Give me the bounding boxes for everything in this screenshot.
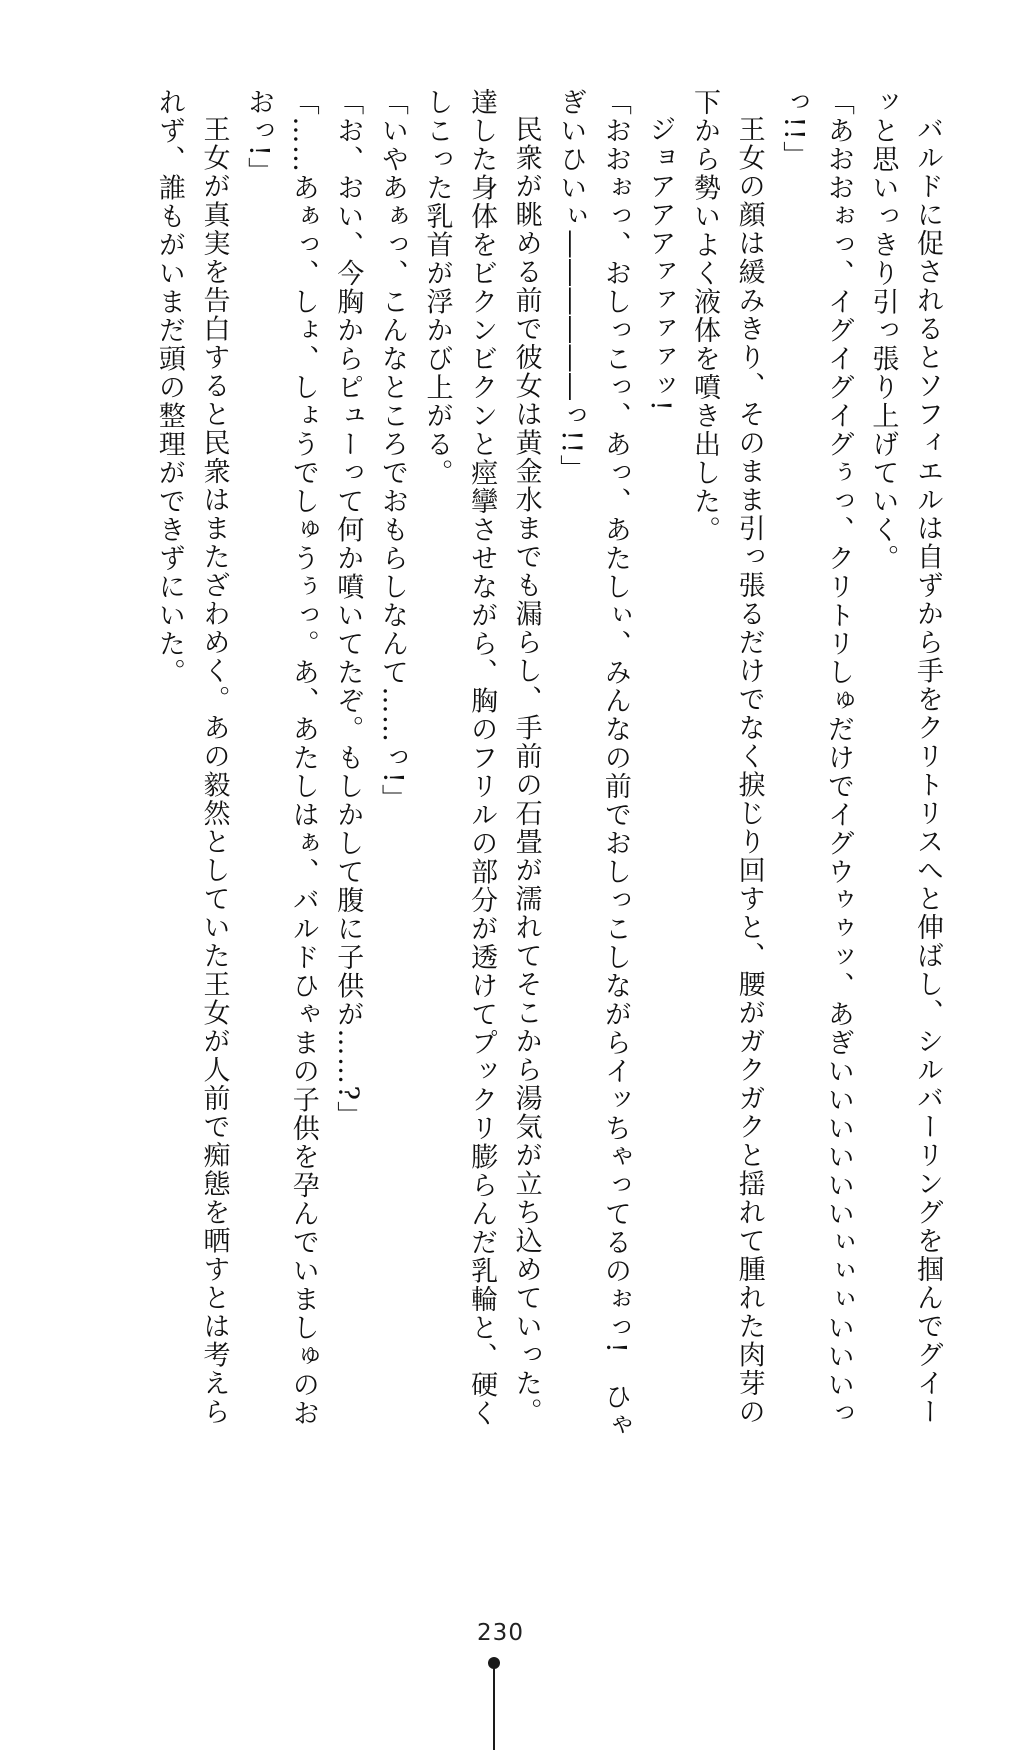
dialogue-2: 「おおぉっ、おしっこっ、あっ、あたしぃ、みんなの前でおしっこしながらイッちゃってるのぉっ! ひゃぎいひいぃ――――――っ!!」 bbox=[555, 88, 631, 1440]
paragraph-3: 民衆が眺める前で彼女は黄金水までも漏らし、手前の石畳が濡れてそこから湯気が立ち込めていった。達した身体をビクンビクンと痙攣させながら、胸のフリルの部分が透けてプックリ膨らんだ乳輪と、硬くしこった乳首が浮かび上がる。 bbox=[421, 88, 542, 1428]
dialogue-1: 「あおおぉっ、イグイグイグぅっ、クリトリしゅだけでイグウゥゥッ、あぎいいいいいいぃぃぃいいいっっ!!」 bbox=[778, 88, 854, 1428]
dialogue-4: 「お、おい、今胸からピューって何か噴いてたぞ。もしかして腹に子供が……?」 bbox=[332, 88, 364, 1130]
sound-effect-1: ジョアアアァァァァッ! bbox=[644, 115, 676, 413]
paragraph-4: 王女が真実を告白すると民衆はまたざわめく。あの毅然としていた王女が人前で痴態を晒すとは考えられず、誰もがいまだ頭の整理ができずにいた。 bbox=[153, 88, 230, 1426]
dialogue-3: 「いやあぁっ、こんなところでおもらしなんて……っ!」 bbox=[376, 88, 408, 813]
vertical-body-text bbox=[89, 88, 949, 1448]
paragraph-2: 王女の顔は緩みきり、そのまま引っ張るだけでなく捩じり回すと、腰がガクガクと揺れて腫れた肉芽の下から勢いよく液体を噴き出した。 bbox=[689, 88, 765, 1426]
dialogue-5: 「……あぁっ、しょ、しょうでしゅうぅっ。あ、あたしはぁ、バルドひゃまの子供を孕んでいましゅのおおっ!」 bbox=[243, 88, 319, 1428]
page-number: 230 bbox=[477, 1620, 524, 1646]
paragraph-1: バルドに促されるとソフィエルは自ずから手をクリトリスへと伸ばし、シルバーリングを掴んでグイーッと思いっきり引っ張り上げていく。 bbox=[867, 88, 943, 1426]
page-marker-line bbox=[493, 1668, 495, 1750]
